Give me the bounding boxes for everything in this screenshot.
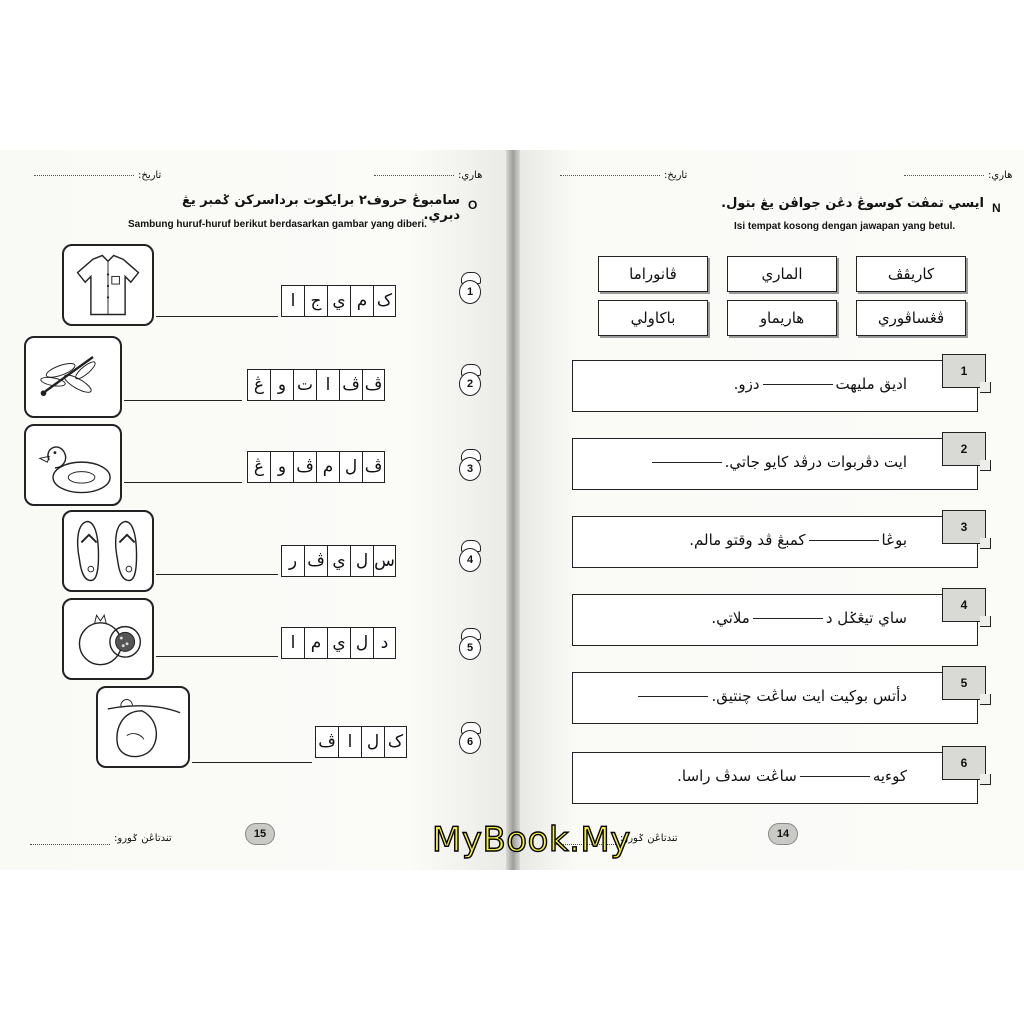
sentence-before: ايت دڤربوات درڤد كايو جاتي. — [724, 453, 907, 471]
right-header-date — [556, 170, 687, 184]
letter-cell: ت — [293, 369, 316, 401]
sentence-text — [711, 609, 907, 627]
letter-row-3 — [247, 451, 385, 483]
dragonfly-icon — [26, 338, 120, 416]
answer-line-1[interactable] — [156, 316, 278, 317]
instruction-rumi: Isi tempat kosong dengan jawapan yang betul. — [734, 221, 956, 232]
answer-line-5[interactable] — [156, 656, 278, 657]
answer-blank[interactable] — [638, 696, 708, 697]
question-number-6: 6 — [942, 746, 986, 780]
sentence-text — [635, 687, 907, 705]
item-number-6: 6 — [457, 722, 485, 756]
item-number-2: 2 — [457, 364, 485, 398]
letter-cell: ڤ — [362, 451, 385, 483]
date-label: تاريخ: — [664, 170, 688, 181]
letter-cell: ڤ — [315, 726, 338, 758]
item-number-3: 3 — [457, 449, 485, 483]
date-label: تاريخ: — [138, 170, 162, 181]
letter-cell: ي — [327, 545, 350, 577]
letter-row-4 — [281, 545, 396, 577]
letter-cell: ل — [361, 726, 384, 758]
sentence-after: ملاتي. — [711, 609, 750, 627]
word-bank-item: هاريماو — [727, 300, 837, 336]
left-footer-rule — [30, 844, 110, 845]
question-number-1: 1 — [942, 354, 986, 388]
sentence-after: دزو. — [733, 375, 760, 393]
sentence-row-2 — [572, 438, 978, 490]
slippers-icon — [64, 512, 152, 590]
left-header-date — [30, 170, 161, 184]
letter-cell: ڤ — [362, 369, 385, 401]
picture-pomegranate — [62, 598, 154, 680]
question-number-5: 5 — [942, 666, 986, 700]
answer-blank[interactable] — [763, 384, 833, 385]
letter-row-2 — [247, 369, 385, 401]
picture-dragonfly — [24, 336, 122, 418]
answer-blank[interactable] — [753, 618, 823, 619]
instruction-jawi: ايسي تمڤت كوسوڠ دڠن جواڤن يڠ بتول. — [721, 196, 984, 211]
word-bank-item: ڤانوراما — [598, 256, 708, 292]
sentence-text — [734, 375, 907, 393]
watermark-logo: MyBook.My — [432, 820, 631, 860]
left-footer-signature: تندتاڠن ݢورو: — [114, 833, 172, 844]
right-footer-signature: تندتاڠن ݢورو: — [620, 833, 678, 844]
letter-cell: م — [304, 627, 327, 659]
sentence-before: دأتس بوكيت ايت ساڠت چنتيق. — [711, 687, 907, 705]
letter-cell: ا — [281, 285, 304, 317]
letter-cell: ر — [281, 545, 304, 577]
sentence-text — [649, 453, 907, 471]
sentence-after: ساڠت سدڤ راسا. — [677, 767, 797, 785]
letter-cell: ي — [327, 627, 350, 659]
letter-cell: ک — [384, 726, 407, 758]
letter-cell: م — [350, 285, 373, 317]
letter-cell: ل — [350, 627, 373, 659]
day-label: هاري: — [988, 170, 1013, 181]
shirt-icon — [64, 246, 152, 324]
letter-cell: ج — [304, 285, 327, 317]
letter-cell: ڠ — [247, 369, 270, 401]
sentence-row-1 — [572, 360, 978, 412]
item-number-1: 1 — [457, 272, 485, 306]
word-bank-item: الماري — [727, 256, 837, 292]
answer-line-2[interactable] — [124, 400, 242, 401]
sentence-before: ساي تيڠݢل د — [825, 609, 907, 627]
letter-cell: د — [373, 627, 396, 659]
sentence-row-4 — [572, 594, 978, 646]
answer-blank[interactable] — [809, 540, 879, 541]
letter-cell: و — [270, 451, 293, 483]
page-number-left: 15 — [245, 823, 275, 845]
section-letter: N — [992, 201, 1001, 215]
answer-line-4[interactable] — [156, 574, 278, 575]
answer-blank[interactable] — [652, 462, 722, 463]
pomegranate-icon — [64, 600, 152, 678]
letter-cell: ل — [350, 545, 373, 577]
sentence-row-6 — [572, 752, 978, 804]
letter-cell: ڤ — [304, 545, 327, 577]
letter-row-1 — [281, 285, 396, 317]
letter-cell: و — [270, 369, 293, 401]
letter-row-5 — [281, 627, 396, 659]
item-number-5: 5 — [457, 628, 485, 662]
sentence-text — [689, 531, 907, 549]
picture-guava — [96, 686, 190, 768]
letter-cell: ا — [316, 369, 339, 401]
letter-cell: ڤ — [339, 369, 362, 401]
sentence-before: كوءيه — [872, 767, 907, 785]
letter-cell: ڠ — [247, 451, 270, 483]
picture-swim-ring — [24, 424, 122, 506]
letter-cell: ل — [339, 451, 362, 483]
question-number-2: 2 — [942, 432, 986, 466]
answer-line-6[interactable] — [192, 762, 312, 763]
question-number-4: 4 — [942, 588, 986, 622]
left-header-day — [370, 170, 482, 184]
answer-blank[interactable] — [800, 776, 870, 777]
instruction-jawi: سامبوڠ حروف٢ برايكوت برداسركن ݢمبر يڠ دبري. — [181, 193, 460, 223]
book-gutter — [506, 150, 520, 870]
guava-icon — [98, 688, 188, 766]
swim-ring-duck-icon — [26, 426, 120, 504]
item-number-4: 4 — [457, 540, 485, 574]
sentence-before: اديق مليهت — [835, 375, 907, 393]
letter-cell: س — [373, 545, 396, 577]
word-bank-item: باكاولي — [598, 300, 708, 336]
letter-cell: م — [316, 451, 339, 483]
answer-line-3[interactable] — [124, 482, 242, 483]
picture-shirt — [62, 244, 154, 326]
word-bank-item: كاريڤڤ — [856, 256, 966, 292]
letter-cell: ک — [373, 285, 396, 317]
page-number-right: 14 — [768, 823, 798, 845]
letter-cell: ا — [338, 726, 361, 758]
letter-cell: ڤ — [293, 451, 316, 483]
day-label: هاري: — [458, 170, 483, 181]
instruction-rumi: Sambung huruf-huruf berikut berdasarkan gambar yang diberi. — [128, 219, 427, 230]
sentence-after: كمبڠ ڤد وقتو مالم. — [689, 531, 806, 549]
sentence-row-5 — [572, 672, 978, 724]
picture-slippers — [62, 510, 154, 592]
letter-cell: ي — [327, 285, 350, 317]
word-bank-item: ڤڠساڤوري — [856, 300, 966, 336]
section-letter: O — [468, 198, 478, 212]
question-number-3: 3 — [942, 510, 986, 544]
sentence-before: بوڠا — [881, 531, 907, 549]
sentence-text — [677, 767, 907, 785]
sentence-row-3 — [572, 516, 978, 568]
right-header-day — [900, 170, 1012, 184]
letter-row-6 — [315, 726, 407, 758]
letter-cell: ا — [281, 627, 304, 659]
